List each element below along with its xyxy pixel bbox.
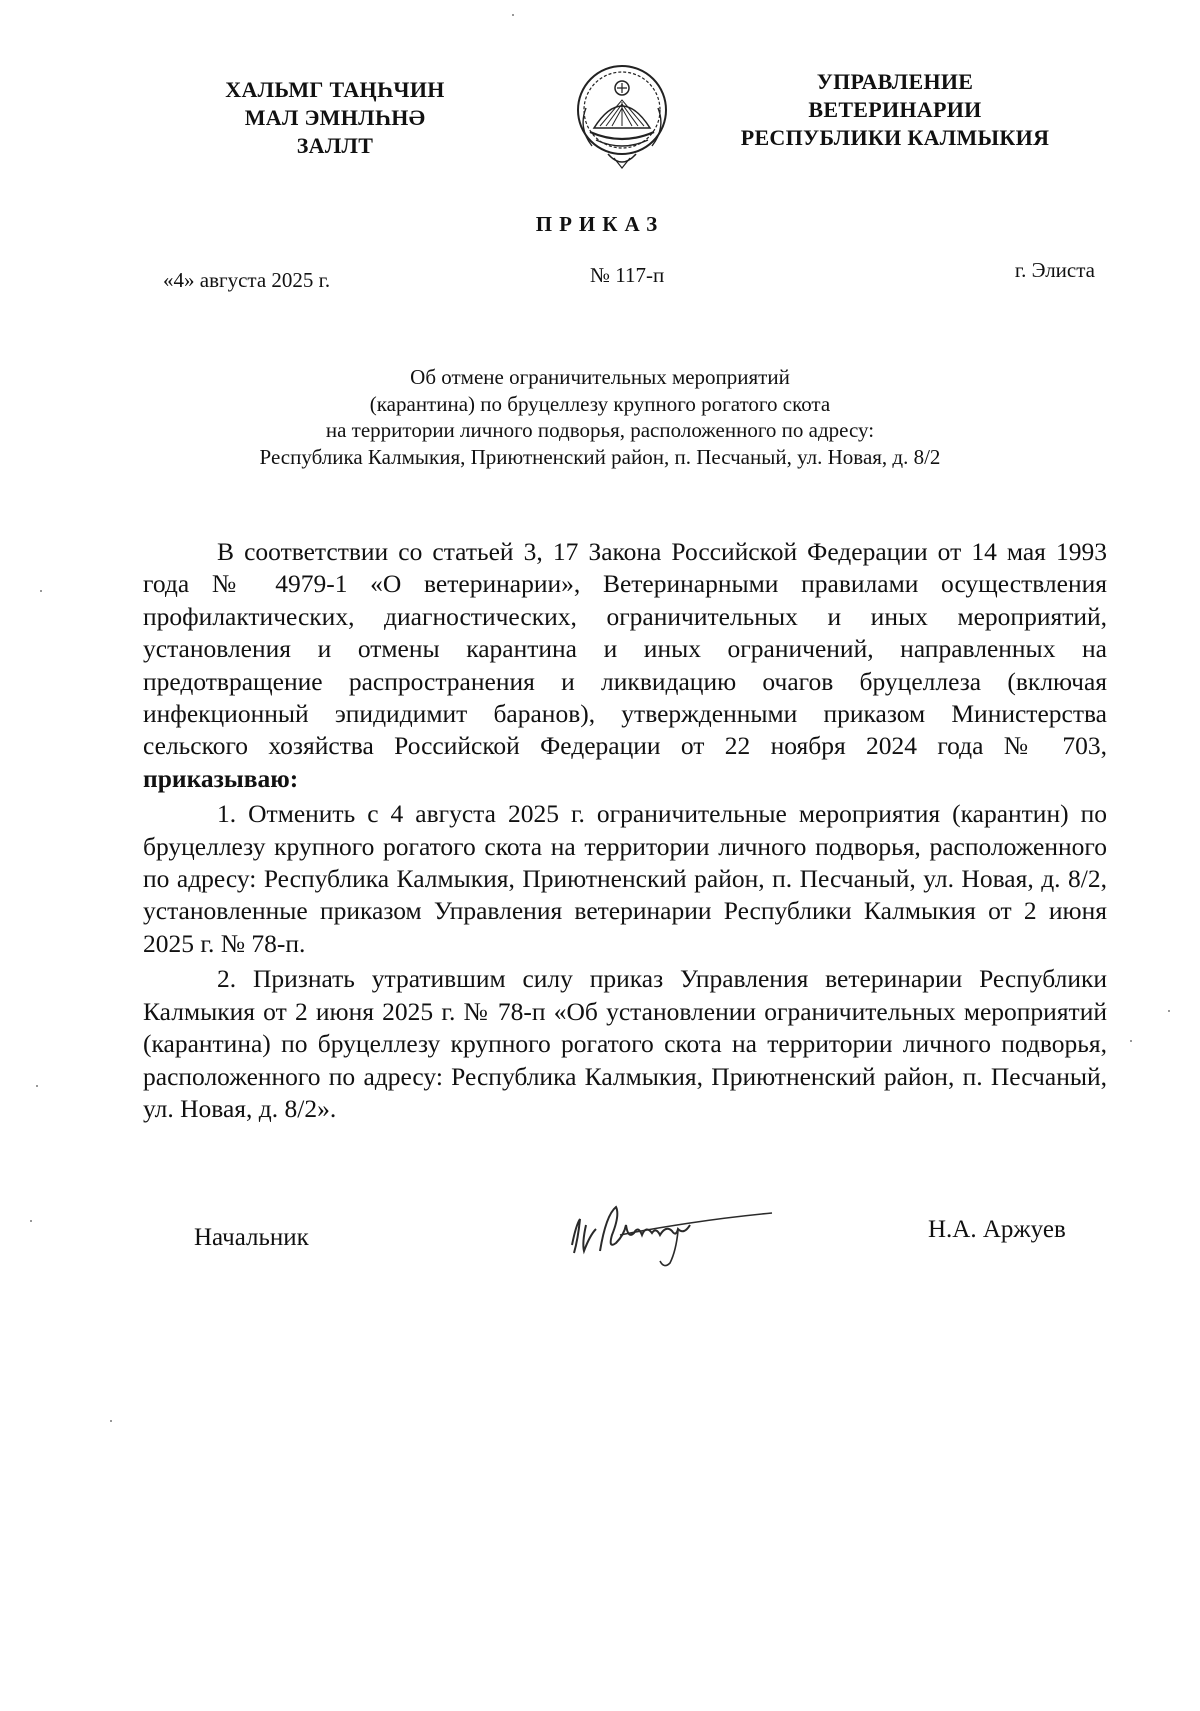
scan-speck	[40, 590, 42, 592]
subject-line-2: (карантина) по бруцеллезу крупного рогатого скота	[369, 391, 831, 416]
subject-line-3: на территории личного подворья, расположенного по адресу:	[325, 418, 875, 442]
scan-speck	[1168, 1010, 1170, 1012]
header-left-kalmyk	[185, 76, 485, 160]
scan-speck	[512, 14, 514, 16]
coat-of-arms-icon	[570, 58, 674, 176]
item-2-paragraph: 2. Признать утратившим силу приказ Управления ветеринарии Республики Калмыкия от 2 июня 2025 г. № 78-п «Об установлении ограничительных мероприятий (карантина) по бруцеллезу крупного рогатого скота на территории личного подворья, расположенного по адресу: Республика Калмыкия, Приютненский район, п. Песчаный, ул. Новая, д. 8/2».	[143, 964, 1107, 1123]
subject-line-4: Республика Калмыкия, Приютненский район, п. Песчаный, ул. Новая, д. 8/2	[259, 444, 941, 469]
order-body	[143, 536, 1107, 1125]
preamble-paragraph	[143, 536, 1107, 795]
order-title: ПРИКАЗ	[535, 212, 665, 236]
preamble-bold: приказываю:	[143, 763, 299, 793]
preamble-text: В соответствии со статьей 3, 17 Закона Российской Федерации от 14 мая 1993 года № 4979-1 «О ветеринарии», Ветеринарными правилами осуществления профилактических, диагностических, ограничительных и иных мероприятий, установления и отмены карантина и иных ограничений, направленных на предотвращение распространения и ликвидацию очагов бруцеллеза (включая инфекционный эпидидимит баранов), утвержденными приказом Министерства сельского хозяйства Российской Федерации от 22 ноября 2024 года № 703,	[143, 537, 1107, 761]
order-date: «4» августа 2025 г.	[163, 268, 331, 292]
header-right-russian	[710, 68, 1080, 152]
item-1-paragraph: 1. Отменить с 4 августа 2025 г. ограничительные мероприятия (карантин) по бруцеллезу крупного рогатого скота на территории личного подворья, расположенного по адресу: Республика Калмыкия, Приютненский район, п. Песчаный, ул. Новая, д. 8/2, установленные приказом Управления ветеринарии Республики Калмыкия от 2 июня 2025 г. № 78-п.	[143, 799, 1107, 958]
subject-line-1: Об отмене ограничительных мероприятий	[410, 365, 790, 389]
scan-speck	[36, 1085, 38, 1087]
header-left-line-3: ЗАЛЛТ	[296, 133, 374, 158]
order-subject	[150, 364, 1050, 470]
order-number: № 117-п	[590, 263, 665, 287]
scan-speck	[1130, 1040, 1132, 1042]
signatory-name: Н.А. Аржуев	[928, 1216, 1066, 1243]
header-left-line-1: ХАЛЬМГ ТАҢҺЧИН	[225, 77, 445, 102]
order-city: г. Элиста	[1014, 258, 1095, 282]
handwritten-signature-icon	[560, 1195, 780, 1270]
header-left-line-2: МАЛ ЭМНЛҺНӘ	[244, 105, 426, 130]
header-right-line-2: ВЕТЕРИНАРИИ	[808, 97, 982, 122]
header-right-line-3: РЕСПУБЛИКИ КАЛМЫКИЯ	[740, 125, 1050, 150]
scan-speck	[110, 1420, 112, 1422]
signatory-role: Начальник	[194, 1224, 309, 1251]
header-right-line-1: УПРАВЛЕНИЕ	[816, 69, 974, 94]
scan-speck	[30, 1220, 32, 1222]
